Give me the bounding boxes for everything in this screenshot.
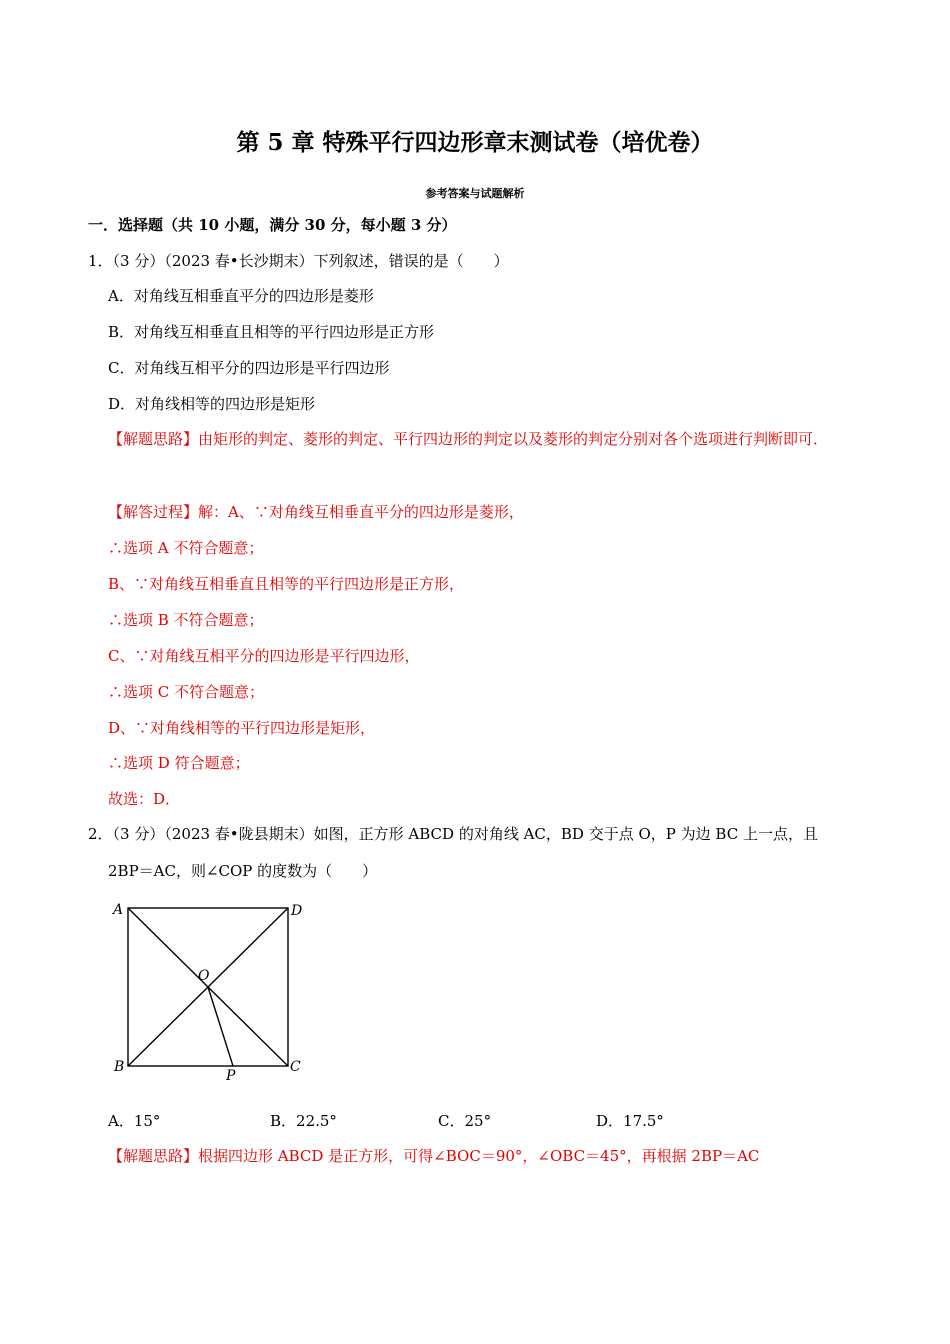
label-p: P: [226, 1068, 236, 1084]
label-c: C: [290, 1059, 301, 1075]
q1-process-line: 【解答过程】解：A、∵对角线互相垂直平分的四边形是菱形，: [108, 503, 524, 521]
q1-solution-idea: 【解题思路】由矩形的判定、菱形的判定、平行四边形的判定以及菱形的判定分别对各个选项进行判断即可．: [108, 430, 829, 448]
q2-option-c: C．25°: [438, 1112, 492, 1130]
q1-option-c: C．对角线互相平分的四边形是平行四边形: [108, 359, 390, 377]
section-heading: 一．选择题（共 10 小题，满分 30 分，每小题 3 分）: [88, 216, 457, 234]
q2-option-b: B．22.5°: [270, 1112, 337, 1130]
q1-process-line: ∴选项 D 符合题意；: [108, 754, 250, 772]
q1-process-line: ∴选项 A 不符合题意；: [108, 539, 264, 557]
q1-process-line: D、∵对角线相等的平行四边形是矩形，: [108, 719, 376, 737]
q1-stem: 1．（3 分）（2023 春•长沙期末）下列叙述，错误的是（ ）: [88, 252, 509, 270]
square-figure: [105, 895, 315, 1085]
q2-stem-line2: 2BP＝AC，则∠COP 的度数为（ ）: [108, 862, 378, 880]
q1-process-line: C、∵对角线互相平分的四边形是平行四边形，: [108, 647, 420, 665]
q2-option-d: D．17.5°: [596, 1112, 664, 1130]
q1-process-line: ∴选项 C 不符合题意；: [108, 683, 265, 701]
q2-stem-line1: 2．（3 分）（2023 春•陇县期末）如图，正方形 ABCD 的对角线 AC，BD 交于点 O，P 为边 BC 上一点，且: [88, 825, 818, 843]
q2-option-a: A．15°: [108, 1112, 161, 1130]
page-title: 第 5 章 特殊平行四边形章末测试卷（培优卷）: [236, 129, 714, 156]
q1-option-a: A．对角线互相垂直平分的四边形是菱形: [108, 287, 374, 305]
label-o: O: [198, 968, 210, 984]
q2-solution-idea: 【解题思路】根据四边形 ABCD 是正方形，可得∠BOC＝90°，∠OBC＝45°，再根据 2BP＝AC: [108, 1147, 760, 1165]
q1-process-line: 故选：D．: [108, 790, 181, 808]
page-subtitle: 参考答案与试题解析: [425, 187, 525, 200]
q1-option-d: D．对角线相等的四边形是矩形: [108, 395, 316, 413]
q1-process-line: ∴选项 B 不符合题意；: [108, 611, 264, 629]
label-b: B: [114, 1059, 125, 1075]
label-d: D: [291, 903, 303, 919]
q1-process-line: B、∵对角线互相垂直且相等的平行四边形是正方形，: [108, 575, 465, 593]
q1-option-b: B．对角线互相垂直且相等的平行四边形是正方形: [108, 323, 435, 341]
label-a: A: [113, 902, 124, 918]
